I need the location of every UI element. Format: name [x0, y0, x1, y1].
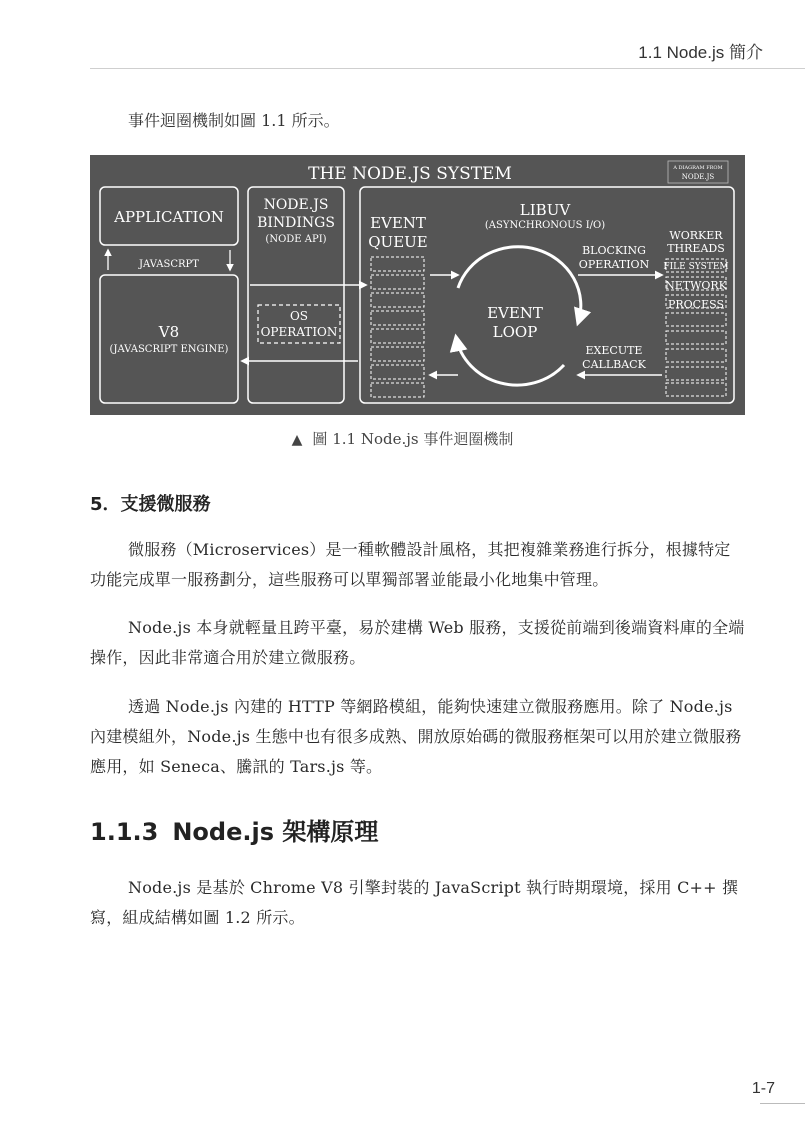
- bindings-line3: (NODE API): [265, 234, 327, 245]
- section-title: Node.js 架構原理: [172, 818, 379, 846]
- os-label1: OS: [289, 309, 309, 323]
- v8-sublabel: (JAVASCRIPT ENGINE): [109, 344, 229, 355]
- process-label: PROCESS: [667, 298, 725, 311]
- network-label: NETWORK: [665, 279, 727, 292]
- section-number: 1.1.3: [90, 818, 159, 846]
- event-loop-label1: EVENT: [487, 304, 543, 322]
- event-queue-label2: QUEUE: [368, 233, 428, 251]
- worker-label1: WORKER: [669, 229, 723, 242]
- subheading: 5．支援微服務: [90, 494, 211, 515]
- bindings-line1: NODE.JS: [263, 197, 329, 213]
- node-system-diagram: [90, 155, 745, 415]
- header-divider: [90, 68, 805, 69]
- caption-marker: ▲: [291, 432, 303, 448]
- file-system-label: FILE SYSTEM: [663, 262, 729, 272]
- execute-label1: EXECUTE: [585, 344, 643, 357]
- intro-text: 事件迴圈機制如圖 1.1 所示。: [128, 111, 340, 130]
- blocking-label1: BLOCKING: [582, 244, 646, 257]
- v8-label: V8: [158, 323, 180, 341]
- section-paragraph: Node.js 是基於 Chrome V8 引擎封裝的 JavaScript 執行時期環境，採用 C++ 撰寫，組成結構如圖 1.2 所示。: [90, 878, 739, 927]
- logo-top: A DIAGRAM FROM: [673, 165, 723, 171]
- os-label2: OPERATION: [260, 325, 338, 339]
- libuv-sublabel: (ASYNCHRONOUS I/O): [484, 220, 606, 231]
- application-label: APPLICATION: [114, 208, 224, 226]
- page-number: 1-7: [751, 1080, 775, 1097]
- footer-divider: [760, 1103, 805, 1104]
- caption-text: 圖 1.1 Node.js 事件迴圈機制: [312, 430, 514, 448]
- paragraph: 微服務（Microservices）是一種軟體設計風格，其把複雜業務進行拆分，根據特定功能完成單一服務劃分，這些服務可以單獨部署並能最小化地集中管理。: [90, 540, 731, 589]
- javascript-label: JAVASCRPT: [139, 259, 199, 270]
- running-header: 1.1 Node.js 簡介: [638, 43, 763, 62]
- paragraph: 透過 Node.js 內建的 HTTP 等網路模組，能夠快速建立微服務應用。除了 Node.js 內建模組外，Node.js 生態中也有很多成熟、開放原始碼的微服務框架可以用於建立微服務應用，如 Seneca、騰訊的 Tars.js 等。: [90, 697, 742, 776]
- diagram-title: THE NODE.JS SYSTEM: [308, 164, 512, 184]
- figure-caption: [0, 428, 805, 449]
- logo-bottom: NODE.JS: [681, 173, 715, 181]
- event-loop-label2: LOOP: [492, 323, 538, 341]
- bindings-line2: BINDINGS: [257, 215, 335, 231]
- blocking-label2: OPERATION: [578, 258, 650, 271]
- libuv-label: LIBUV: [519, 201, 571, 219]
- paragraph: Node.js 本身就輕量且跨平臺，易於建構 Web 服務，支援從前端到後端資料庫的全端操作，因此非常適合用於建立微服務。: [90, 618, 745, 667]
- event-queue-label1: EVENT: [370, 214, 426, 232]
- execute-label2: CALLBACK: [582, 358, 646, 371]
- section-heading: [90, 812, 378, 847]
- diagram-background: [90, 155, 745, 415]
- worker-label2: THREADS: [667, 242, 725, 255]
